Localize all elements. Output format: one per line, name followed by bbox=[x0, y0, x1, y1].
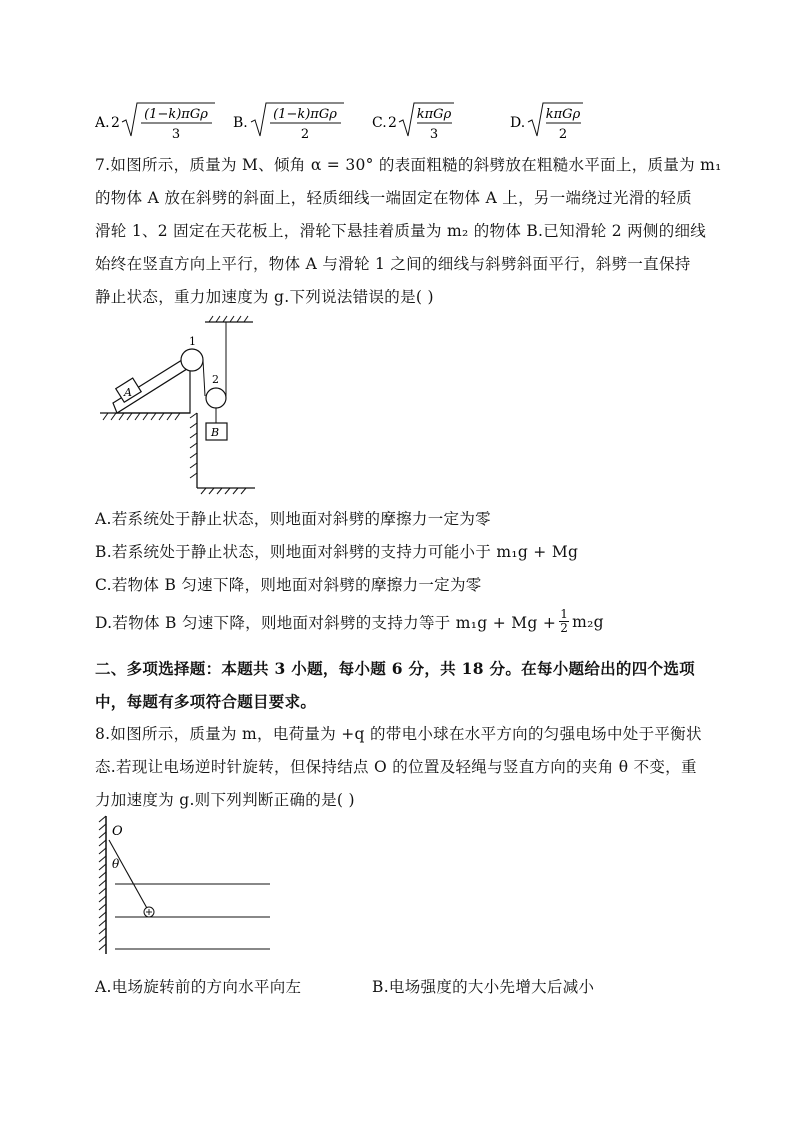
q7-option-c[interactable]: C.若物体 B 匀速下降，则地面对斜劈的摩擦力一定为零 bbox=[95, 576, 482, 594]
option-letter: B. bbox=[233, 115, 248, 131]
option-d-suffix: m₂g bbox=[572, 612, 604, 631]
q7-option-a[interactable]: A.若系统处于静止状态，则地面对斜劈的摩擦力一定为零 bbox=[95, 510, 491, 528]
pulley-1-label: 1 bbox=[189, 335, 196, 348]
sqrt-expression bbox=[372, 98, 472, 146]
section-heading: 中，每题有多项符合题目要求。 bbox=[95, 692, 317, 711]
sqrt-expression bbox=[95, 98, 225, 146]
q7-option-b[interactable]: B.若系统处于静止状态，则地面对斜劈的支持力可能小于 m₁g + Mg bbox=[95, 543, 579, 561]
sqrt-expression bbox=[510, 98, 600, 146]
point-o-label: O bbox=[112, 824, 123, 839]
denominator: 3 bbox=[429, 127, 439, 142]
string bbox=[109, 840, 148, 910]
lower-floor-hatch bbox=[201, 488, 246, 494]
fraction-denominator: 2 bbox=[560, 621, 569, 635]
fraction-numerator: 1 bbox=[560, 607, 569, 621]
q8-stem-line: 态.若现让电场逆时针旋转，但保持结点 O 的位置及轻绳与竖直方向的夹角 θ 不变，重 bbox=[95, 758, 697, 776]
denominator: 3 bbox=[171, 127, 181, 142]
section-heading: 二、多项选择题：本题共 3 小题，每小题 6 分，共 18 分。在每小题给出的四个选项 bbox=[95, 659, 695, 678]
q7-stem-line: 滑轮 1、2 固定在天花板上，滑轮下悬挂着质量为 m₂ 的物体 B.已知滑轮 2 两侧的细线 bbox=[95, 222, 707, 240]
option-d-text: D.若物体 B 匀速下降，则地面对斜劈的支持力等于 m₁g + Mg + bbox=[95, 613, 557, 632]
wall-hatch bbox=[190, 413, 197, 478]
q8-stem-line: 力加速度为 g.则下列判断正确的是( ) bbox=[95, 791, 355, 809]
q8-option-b[interactable]: B.电场强度的大小先增大后减小 bbox=[372, 978, 595, 996]
numerator: kπGρ bbox=[416, 107, 452, 122]
numerator: (1−k)πGρ bbox=[273, 107, 337, 122]
q8-figure bbox=[95, 812, 275, 958]
sqrt-expression bbox=[233, 98, 353, 146]
pulley-1 bbox=[181, 349, 203, 371]
block-a-label: A bbox=[124, 386, 132, 399]
denominator: 2 bbox=[300, 127, 310, 142]
ground-hatch bbox=[103, 413, 180, 420]
angle-theta-label: θ bbox=[112, 857, 120, 871]
q6-option-b[interactable] bbox=[233, 98, 353, 150]
option-letter: D. bbox=[510, 115, 526, 131]
q6-option-d[interactable] bbox=[510, 98, 600, 150]
wall-hatch bbox=[99, 816, 106, 950]
q8-stem-line: 8.如图所示，质量为 m，电荷量为 +q 的带电小球在水平方向的匀强电场中处于平衡状 bbox=[95, 725, 702, 743]
q7-stem-line: 7.如图所示，质量为 M、倾角 α = 30° 的表面粗糙的斜劈放在粗糙水平面上，质量为 m₁ bbox=[95, 156, 722, 174]
denominator: 2 bbox=[558, 127, 568, 142]
pulley-2 bbox=[206, 388, 226, 408]
pulley-2-label: 2 bbox=[212, 373, 219, 386]
fraction bbox=[559, 608, 569, 635]
q7-stem-line: 静止状态，重力加速度为 g.下列说法错误的是( ) bbox=[95, 288, 434, 306]
q6-option-c[interactable] bbox=[372, 98, 472, 150]
q7-stem-line: 的物体 A 放在斜劈的斜面上，轻质细线一端固定在物体 A 上，另一端绕过光滑的轻质 bbox=[95, 189, 692, 207]
numerator: (1−k)πGρ bbox=[144, 107, 208, 122]
q7-option-d[interactable] bbox=[95, 608, 604, 635]
option-coef: 2 bbox=[111, 115, 120, 131]
q6-option-a[interactable] bbox=[95, 98, 225, 150]
option-letter: C. bbox=[372, 115, 387, 131]
q7-stem-line: 始终在竖直方向上平行，物体 A 与滑轮 1 之间的细线与斜劈斜面平行，斜劈一直保持 bbox=[95, 255, 691, 273]
numerator: kπGρ bbox=[545, 107, 581, 122]
string-segment bbox=[203, 360, 205, 396]
block-b-label: B bbox=[211, 426, 220, 439]
option-coef: 2 bbox=[388, 115, 397, 131]
q7-figure bbox=[95, 312, 265, 497]
ceiling-hatch bbox=[209, 316, 248, 322]
option-letter: A. bbox=[95, 115, 110, 131]
q8-option-a[interactable]: A.电场旋转前的方向水平向左 bbox=[95, 978, 302, 996]
